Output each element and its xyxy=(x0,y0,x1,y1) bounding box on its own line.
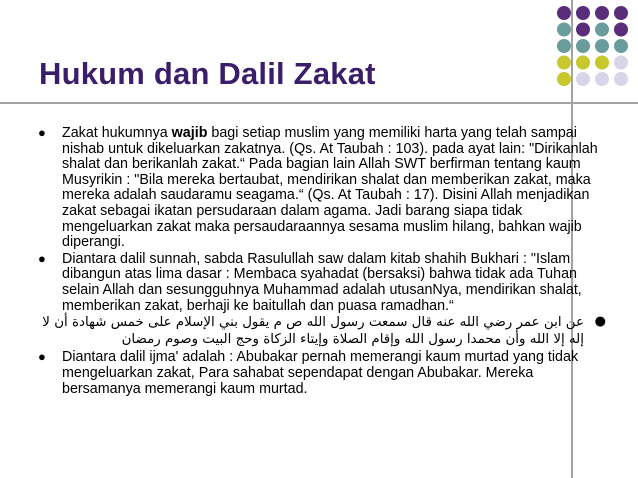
bullet-dalil-sunnah xyxy=(40,252,608,314)
decorative-dot xyxy=(614,39,628,53)
decorative-dot xyxy=(557,39,571,53)
decorative-dot xyxy=(576,6,590,20)
decorative-dot xyxy=(576,39,590,53)
decorative-dot xyxy=(557,56,571,70)
decorative-dot xyxy=(595,39,609,53)
slide-body xyxy=(40,126,608,397)
bullet-icon: ● xyxy=(594,314,606,330)
bullet-icon: ● xyxy=(38,250,46,266)
dalil-sunnah-text: Diantara dalil sunnah, sabda Rasulullah saw dalam kitab shahih Bukhari : "Islam dibangun atas lima dasar : Membaca syahadat (bersaksi) bahwa tidak ada Tuhan selain Allah dan sesungguhnya Muhammad adalah utusanNya, mendirikan shalat, memberikan zakat, berhaji ke baitullah dan puasa ramadhan.“ xyxy=(62,250,582,314)
decorative-dot xyxy=(614,72,628,86)
hadith-arabic-text: عن ابن عمر رضي الله عنه قال سمعت رسول الله ص م يقول بني الإسلام على خمس شهادة أن لا إله إلا الله وأن محمدا رسول الله وإقام الصلاة وإيتاء الزكاة وحج البيت وصوم رمضان xyxy=(42,315,584,347)
decorative-dot xyxy=(614,56,628,70)
decorative-dot xyxy=(595,6,609,20)
decorative-dot xyxy=(595,56,609,70)
hukum-text-rest: bagi setiap muslim yang memiliki harta yang telah sampai nishab untuk dikeluarkan zakatnya. (Qs. At Taubah : 103). pada ayat lain: "Dirikanlah shalat dan berikanlah zakat.“ Pada bagian lain Allah SWT berfirman tentang kaum Musyrikin : "Bila mereka bertaubat, mendirikan shalat dan memberikan zakat, maka mereka adalah saudaramu seagama.“ (Qs. At Taubah : 17). Disini Allah menjadikan zakat sebagai ikatan persudaraan dalam agama. Jadi barang siapa tidak mengeluarkan zakat maka persaudaraannya sesama muslim hilang, bahkan wajib diperangi. xyxy=(62,125,598,251)
decorative-dot xyxy=(557,72,571,86)
slide-title: Hukum dan Dalil Zakat xyxy=(39,56,376,91)
decorative-dot xyxy=(576,56,590,70)
decorative-dot xyxy=(576,23,590,37)
bullet-dalil-ijma xyxy=(40,350,608,397)
decorative-dot-grid xyxy=(554,4,636,88)
bullet-icon: ● xyxy=(38,349,46,365)
decorative-dot xyxy=(557,6,571,20)
decorative-dot xyxy=(595,23,609,37)
decorative-dot xyxy=(595,72,609,86)
hukum-wajib-bold: wajib xyxy=(171,125,208,141)
horizontal-divider xyxy=(0,102,638,104)
decorative-dot xyxy=(614,23,628,37)
decorative-dot xyxy=(557,23,571,37)
bullet-hukum-zakat xyxy=(40,126,608,251)
decorative-dot xyxy=(576,72,590,86)
dalil-ijma-text: Diantara dalil ijma' adalah : Abubakar pernah memerangi kaum murtad yang tidak mengeluarkan zakat, Para sahabat sependapat dengan Abubakar. Mereka bersamanya memerangi kaum murtad. xyxy=(62,349,579,397)
hukum-text-start: Zakat hukumnya xyxy=(62,125,172,141)
decorative-dot xyxy=(614,6,628,20)
bullet-hadith-arabic xyxy=(40,315,608,348)
bullet-icon: ● xyxy=(38,125,46,140)
